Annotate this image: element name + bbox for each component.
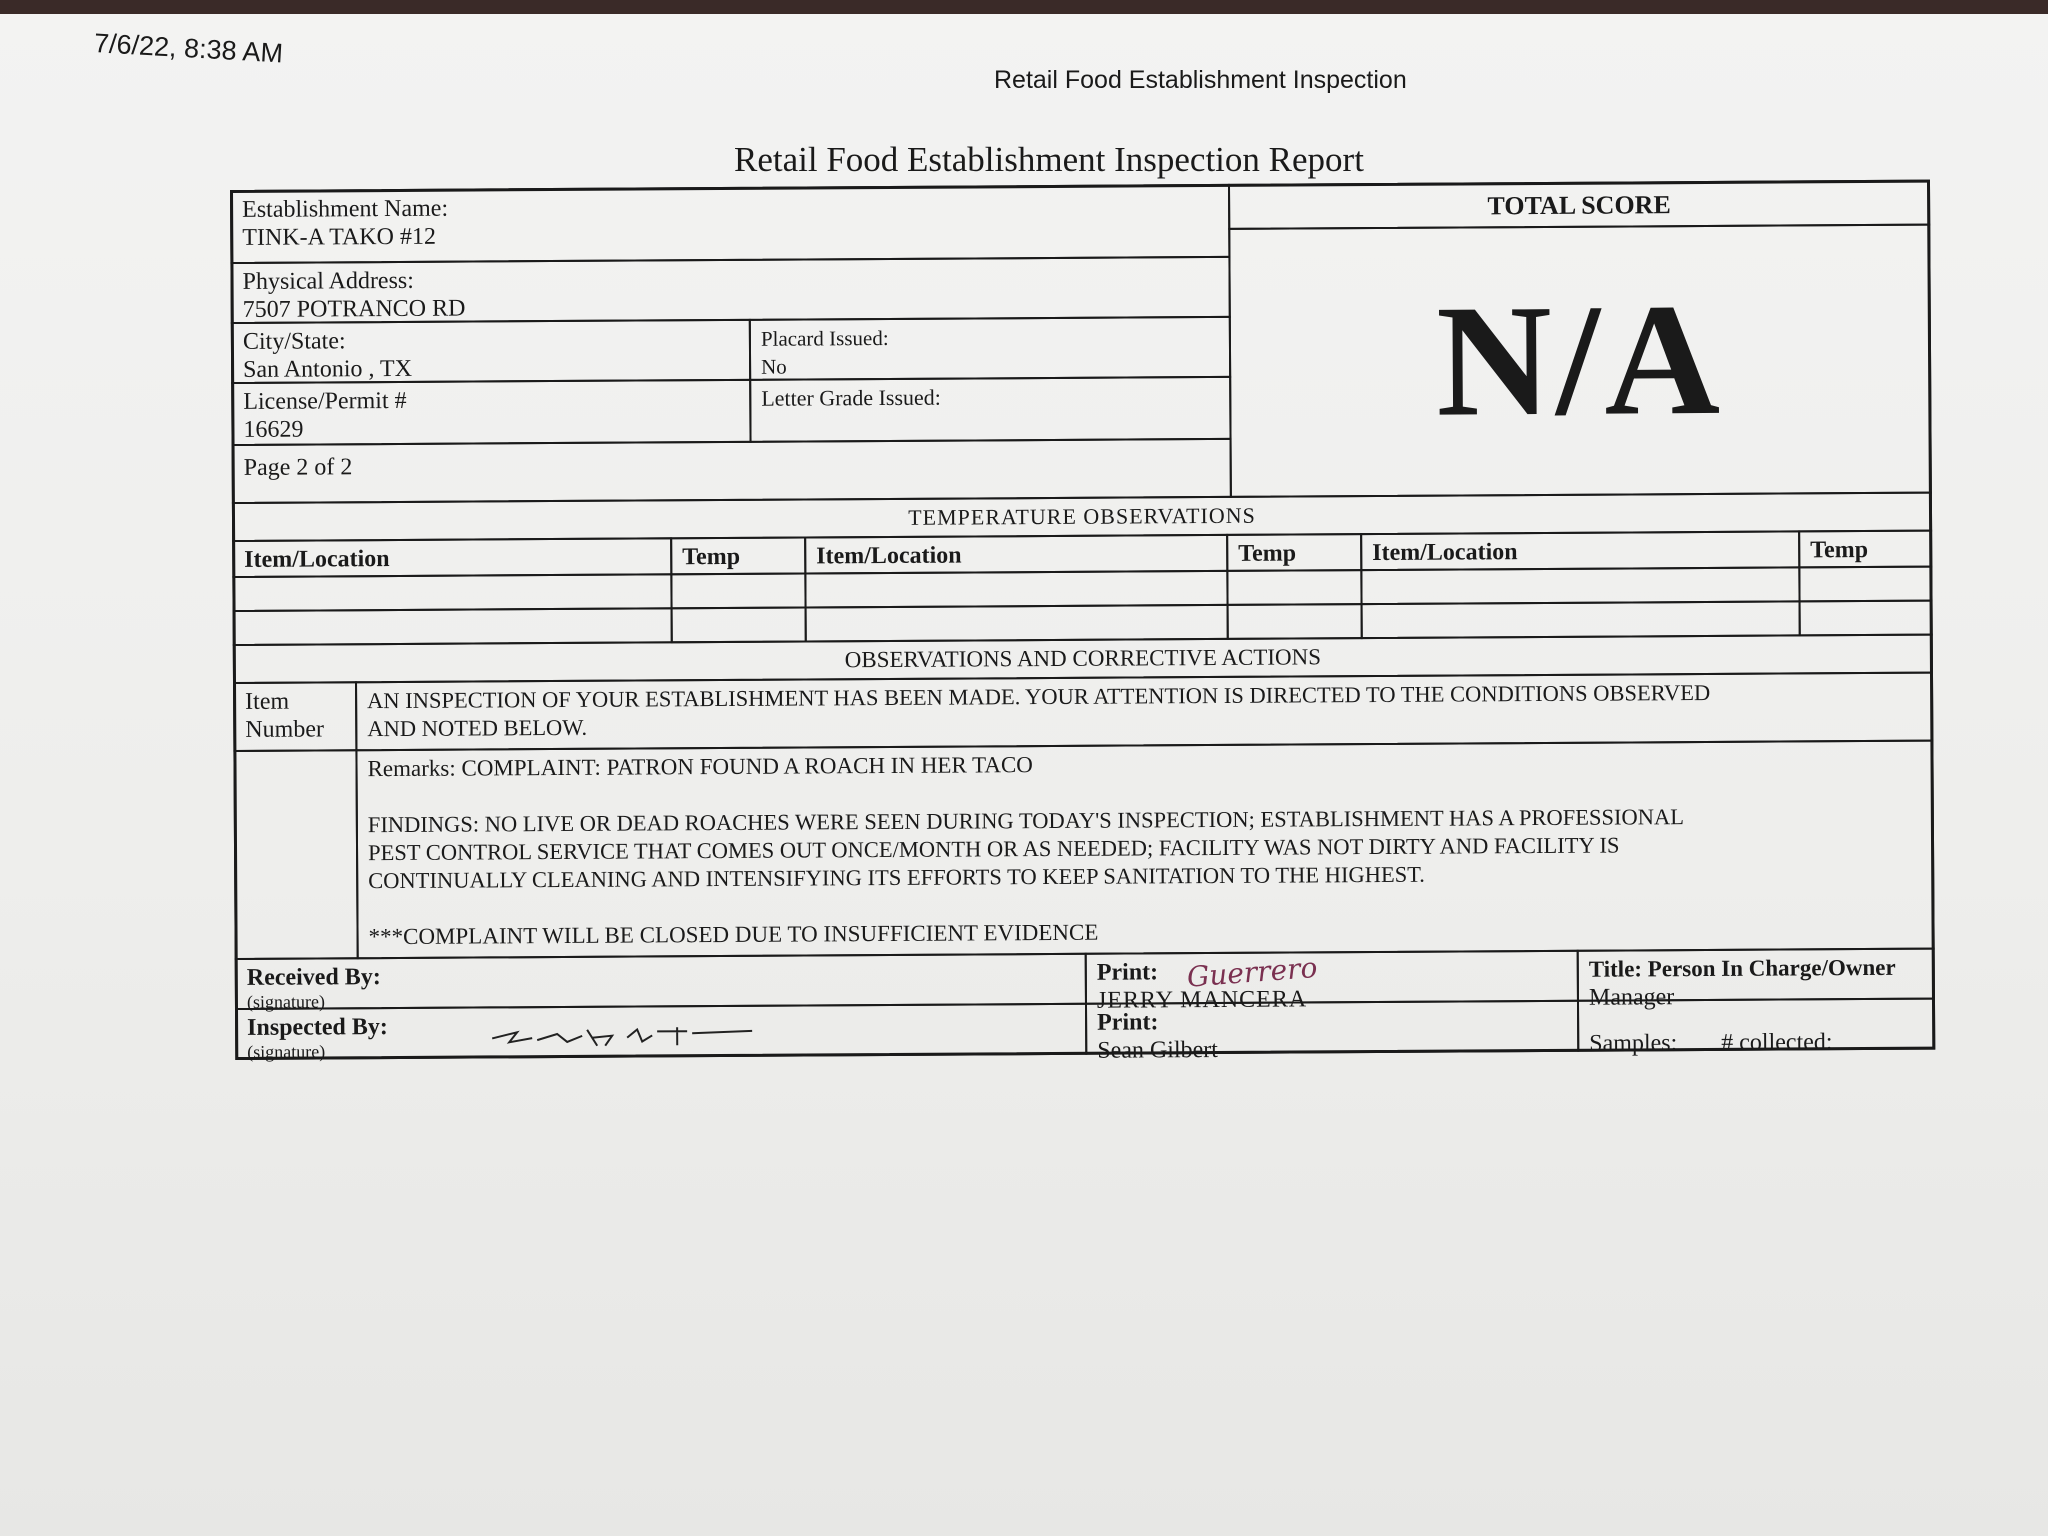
temp-row-cell xyxy=(670,572,806,609)
temp-row-cell xyxy=(1361,600,1801,639)
establishment-name-cell xyxy=(230,184,1230,264)
closure-text: ***COMPLAINT WILL BE CLOSED DUE TO INSUFFICIENT EVIDENCE xyxy=(368,919,1099,950)
city-value: San Antonio , TX xyxy=(243,355,413,383)
remarks-text: Remarks: COMPLAINT: PATRON FOUND A ROACH IN HER TACO xyxy=(367,752,1033,782)
inspected-print-label: Print: xyxy=(1097,1009,1159,1036)
samples-label: Samples: xyxy=(1589,1030,1678,1057)
inspected-print-cell xyxy=(1085,1000,1579,1064)
total-score-value-cell xyxy=(1228,224,1932,498)
intro-cell xyxy=(355,672,1933,752)
received-print-label: Print: xyxy=(1096,959,1159,986)
item-number-blank-cell xyxy=(233,749,358,960)
item-number-label-2: Number xyxy=(245,716,325,743)
license-cell xyxy=(231,379,751,446)
temp-row-cell xyxy=(232,573,672,612)
temp-row-cell xyxy=(804,570,1228,609)
inspected-by-label: Inspected By: xyxy=(247,1014,388,1041)
total-score-header xyxy=(1228,180,1930,230)
temp-header-item-3: Item/Location xyxy=(1360,530,1800,571)
inspected-by-cell xyxy=(235,1003,1087,1060)
title-label: Title: Person In Charge/Owner xyxy=(1588,954,1896,982)
inspected-print-value: Sean Gilbert xyxy=(1097,1036,1218,1064)
inspector-signature xyxy=(487,1017,757,1053)
inspection-form xyxy=(230,180,1935,1064)
intro-line-1: AN INSPECTION OF YOUR ESTABLISHMENT HAS BEEN MADE. YOUR ATTENTION IS DIRECTED TO THE CONDITIONS OBSERVED xyxy=(367,679,1711,714)
city-label: City/State: xyxy=(242,328,346,355)
received-by-cell xyxy=(235,953,1087,1010)
temp-row-cell xyxy=(1226,569,1362,606)
findings-line-2: PEST CONTROL SERVICE THAT COMES OUT ONCE/MONTH OR AS NEEDED; FACILITY WAS NOT DIRTY AND FACILITY IS xyxy=(367,832,1620,866)
samples-cell xyxy=(1577,998,1935,1057)
temp-row-cell xyxy=(233,607,673,646)
item-number-cell xyxy=(233,681,357,752)
temp-header-temp-3: Temp xyxy=(1798,530,1932,569)
inspected-signature-note: (signature) xyxy=(247,1041,326,1062)
temp-header-temp-2: Temp xyxy=(1226,533,1362,572)
establishment-name-label: Establishment Name: xyxy=(242,195,449,223)
license-label: License/Permit # xyxy=(243,387,407,415)
received-signature-note: (signature) xyxy=(246,991,325,1012)
temp-header-item-2: Item/Location xyxy=(804,534,1228,575)
establishment-name-value: TINK-A TAKO #12 xyxy=(242,223,436,251)
page-number: Page 2 of 2 xyxy=(243,454,353,481)
received-by-label: Received By: xyxy=(246,964,381,991)
city-cell xyxy=(231,319,751,384)
temp-row-cell xyxy=(671,606,807,643)
page-cell xyxy=(232,438,1232,504)
findings-line-3: CONTINUALLY CLEANING AND INTENSIFYING ITS EFFORTS TO KEEP SANITATION TO THE HIGHEST. xyxy=(368,861,1425,894)
collected-label: # collected: xyxy=(1721,1029,1833,1056)
temp-header-temp-1: Temp xyxy=(670,536,806,575)
remarks-cell xyxy=(355,740,1934,960)
item-number-label-1: Item xyxy=(245,688,290,715)
title-value: Manager xyxy=(1588,984,1675,1011)
received-print-cell xyxy=(1085,950,1579,1014)
letter-grade-cell xyxy=(749,376,1231,443)
intro-line-2: AND NOTED BELOW. xyxy=(367,714,588,742)
placard-cell xyxy=(749,316,1231,381)
findings-line-1: FINDINGS: NO LIVE OR DEAD ROACHES WERE SEEN DURING TODAY'S INSPECTION; ESTABLISHMENT HAS A PROFESSIONAL xyxy=(367,804,1685,838)
letter-grade-label: Letter Grade Issued: xyxy=(761,384,941,411)
observations-title: OBSERVATIONS AND CORRECTIVE ACTIONS xyxy=(844,644,1322,673)
temp-row-cell xyxy=(1360,566,1800,605)
handwritten-print: Guerrero xyxy=(1185,950,1319,994)
temperature-title: TEMPERATURE OBSERVATIONS xyxy=(908,502,1256,530)
background-edge xyxy=(0,0,2048,14)
temp-header-item-1: Item/Location xyxy=(232,537,672,578)
address-label: Physical Address: xyxy=(242,267,414,295)
received-print-value: JERRY MANCERA xyxy=(1096,986,1308,1014)
placard-label: Placard Issued: xyxy=(760,325,889,351)
address-value: 7507 POTRANCO RD xyxy=(242,295,466,323)
title-cell xyxy=(1577,948,1935,1011)
timestamp: 7/6/22, 8:38 AM xyxy=(93,28,284,69)
header-small: Retail Food Establishment Inspection xyxy=(994,66,1407,94)
placard-value: No xyxy=(761,354,787,379)
temp-row-cell xyxy=(1798,566,1932,603)
total-score-value: N/A xyxy=(1435,269,1725,450)
address-cell xyxy=(230,256,1230,324)
report-title: Retail Food Establishment Inspection Report xyxy=(734,140,1364,179)
total-score-label: TOTAL SCORE xyxy=(1487,190,1671,221)
temp-row-cell xyxy=(1799,600,1933,637)
license-value: 16629 xyxy=(243,416,304,443)
temp-row-cell xyxy=(805,604,1229,643)
temp-row-cell xyxy=(1227,603,1363,640)
